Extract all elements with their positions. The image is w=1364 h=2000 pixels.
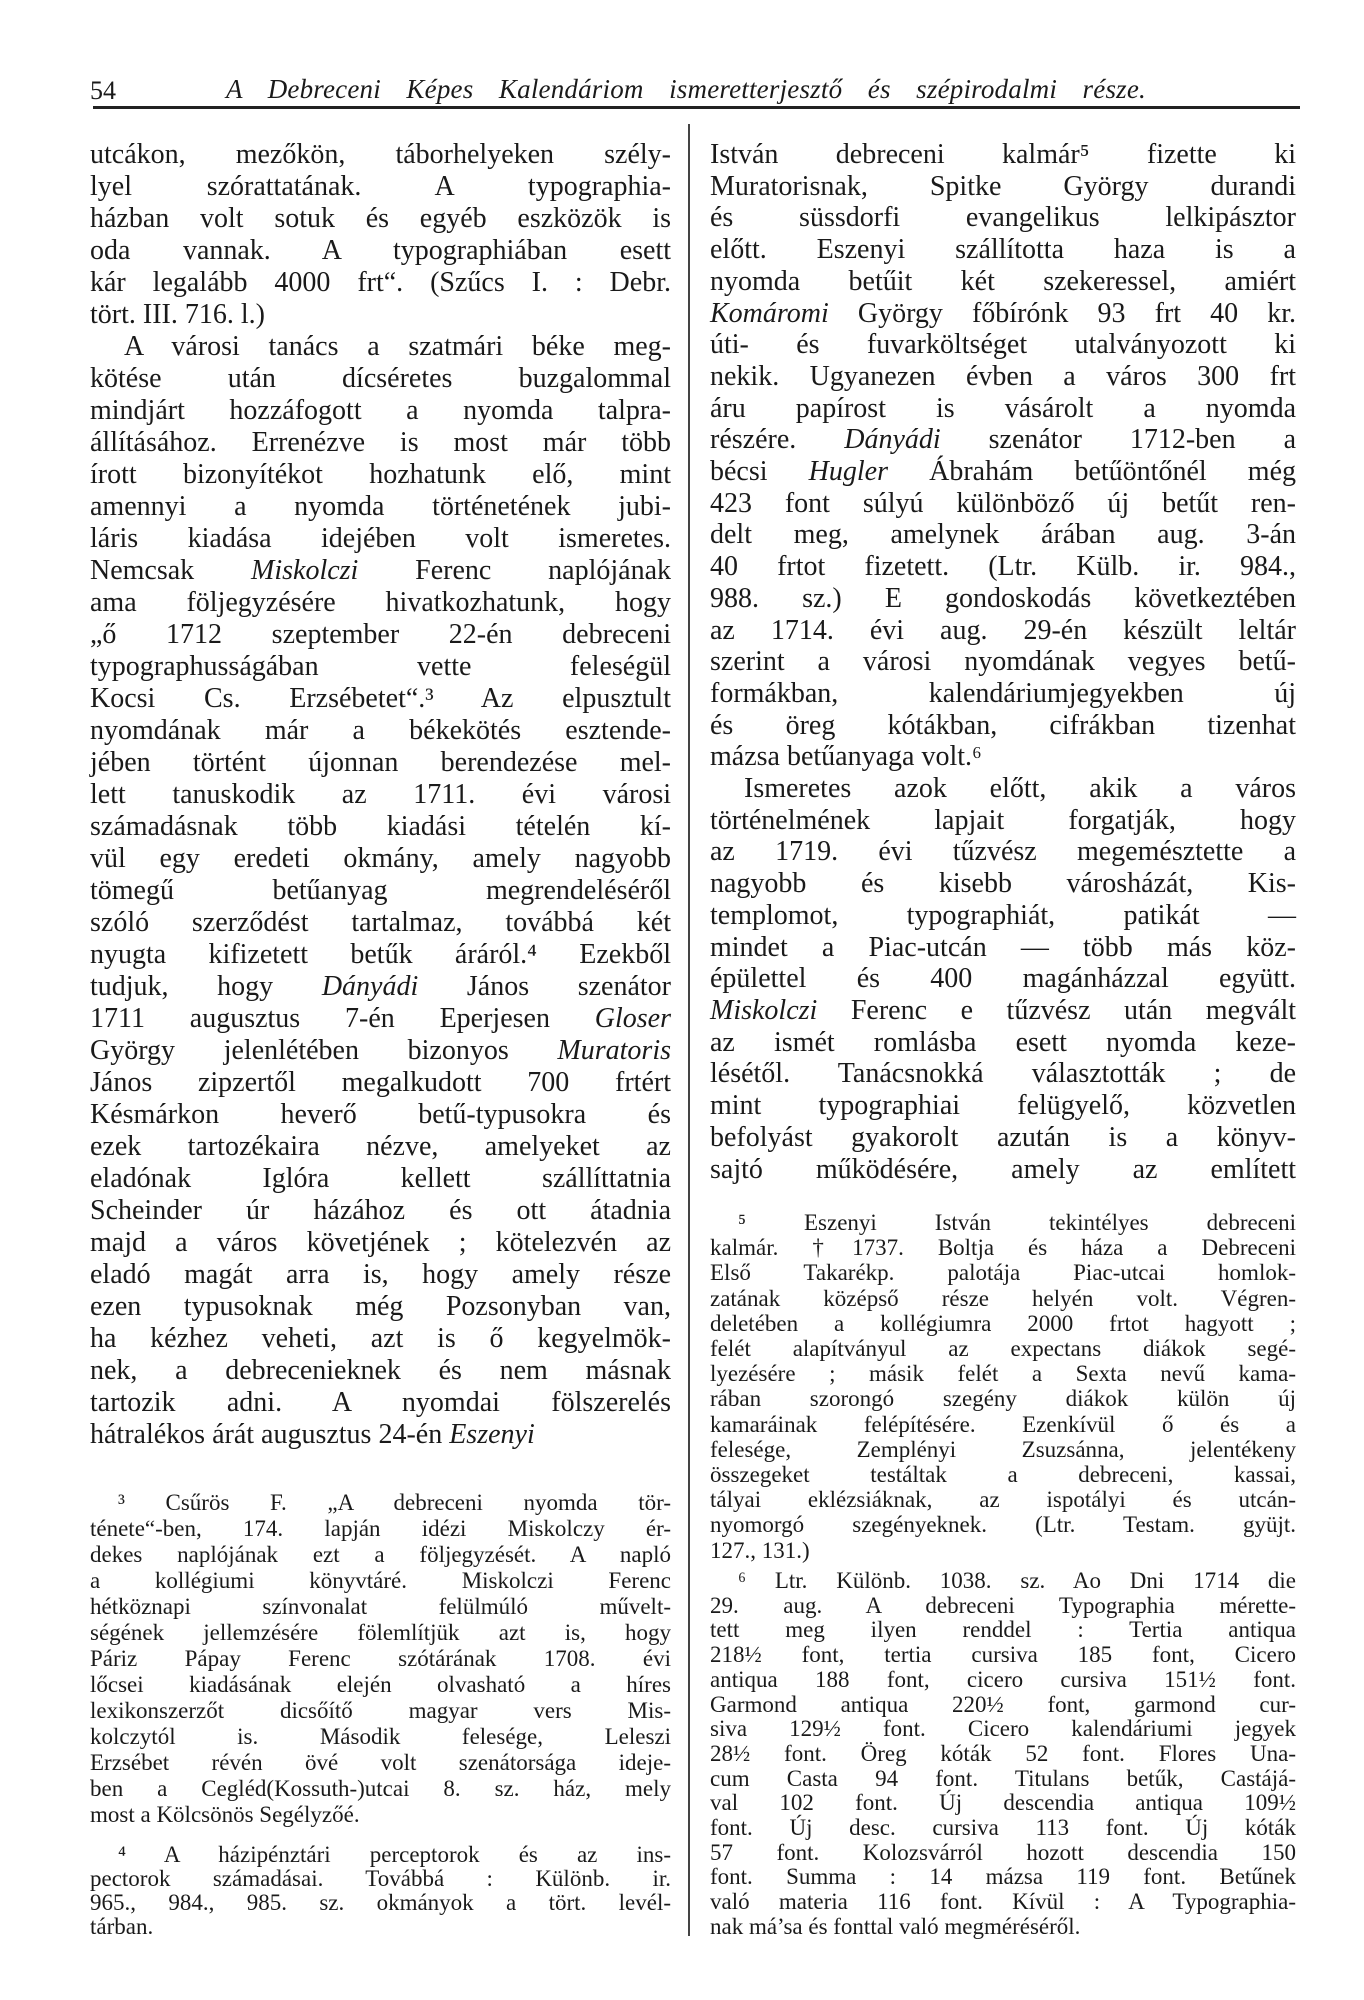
text-line: 40 frtot fizetett. (Ltr. Külb. ir. 984., bbox=[710, 551, 1296, 583]
text-line: formákban, kalendáriumjegyekben új bbox=[710, 677, 1296, 709]
text-line: láris kiadása idejében volt ismeretes. bbox=[90, 523, 671, 554]
text-line: a kollégiumi könyvtáré. Miskolczi Ferenc bbox=[90, 1568, 671, 1593]
text-segment: Nemcsak bbox=[90, 555, 252, 586]
header-rule bbox=[93, 106, 1300, 109]
text-line bbox=[90, 1003, 671, 1035]
text-line: utcákon, mezőkön, táborhelyeken szély- bbox=[90, 139, 671, 170]
text-line: templomot, typographiát, patikát — bbox=[710, 899, 1296, 931]
text-line: 28½ font. Öreg kóták 52 font. Flores Una- bbox=[710, 1740, 1296, 1766]
right-column-body bbox=[710, 139, 1296, 1185]
text-line: sajtó működésére, amely az említett bbox=[710, 1153, 1296, 1185]
footnote-5 bbox=[710, 1210, 1296, 1563]
text-line: ³ Csűrös F. „A debreceni nyomda tör- bbox=[118, 1490, 671, 1515]
text-line: való materia 116 font. Kívül : A Typographia- bbox=[710, 1889, 1296, 1915]
text-line: Scheinder úr házához és ott átadnia bbox=[90, 1195, 671, 1226]
text-line: épülettel és 400 magánházzal együtt. bbox=[710, 963, 1296, 995]
text-line: 423 font súlyú különböző új betűt ren- bbox=[710, 487, 1296, 519]
text-line: Kocsi Cs. Erzsébetet“.³ Az elpusztult bbox=[90, 683, 671, 714]
text-line: „ő 1712 szeptember 22-én debreceni bbox=[90, 619, 671, 650]
text-line: lexikonszerzőt dicsőítő magyar vers Mis- bbox=[90, 1698, 671, 1723]
text-line: ⁴ A házipénztári perceptorok és az ins- bbox=[118, 1842, 671, 1867]
text-line: rában szorongó szegény diákok külön új bbox=[710, 1386, 1296, 1412]
text-line: házban volt sotuk és egyéb eszközök is bbox=[90, 203, 671, 234]
italic-name: Dányádi bbox=[844, 424, 941, 456]
text-line: Erzsébet révén övé volt szenátorsága ideje- bbox=[90, 1750, 671, 1775]
text-line: 57 font. Kolozsvárról hozott descendia 150 bbox=[710, 1839, 1296, 1865]
text-line: az 1714. évi aug. 29-én készült leltár bbox=[710, 614, 1296, 646]
text-line: nyomdának már a békekötés esztende- bbox=[90, 715, 671, 746]
text-line: vül egy eredeti okmány, amely nagyobb bbox=[90, 843, 671, 874]
text-line: eladónak Iglóra kellett szállíttatnia bbox=[90, 1163, 671, 1194]
text-line bbox=[90, 555, 671, 587]
running-header-title: A Debreceni Képes Kalendáriom ismeretterjesztő és szépirodalmi része. bbox=[226, 74, 1146, 104]
italic-name: Hugler bbox=[808, 456, 888, 488]
text-line: deletében a kollégiumra 2000 frtot hagyott ; bbox=[710, 1310, 1296, 1336]
text-line: 988. sz.) E gondoskodás következtében bbox=[710, 582, 1296, 614]
italic-name: Dányádi bbox=[321, 971, 419, 1002]
text-line: ama följegyzésére hivatkozhatunk, hogy bbox=[90, 587, 671, 618]
text-line: nyomorgó szegényeknek. (Ltr. Testam. gyüjt. bbox=[710, 1512, 1296, 1538]
text-line: kamaráinak felépítésére. Ezenkívül ő és a bbox=[710, 1411, 1296, 1437]
text-segment: hátralékos árát augusztus 24-én bbox=[90, 1419, 450, 1450]
text-line: font. Új desc. cursiva 113 font. Új kóták bbox=[710, 1815, 1296, 1841]
text-line: Ismeretes azok előtt, akik a város bbox=[744, 773, 1296, 805]
text-line: az 1719. évi tűzvész megemésztette a bbox=[710, 836, 1296, 868]
text-line: siva 129½ font. Cicero kalendáriumi jegyek bbox=[710, 1716, 1296, 1742]
text-segment: Ferenc naplójának bbox=[358, 555, 671, 586]
text-line: zatának középső része helyén volt. Végren- bbox=[710, 1285, 1296, 1311]
text-line: hétköznapi színvonalat felülmúló művelt- bbox=[90, 1594, 671, 1619]
text-line: ségének jellemzésére fölemlítjük azt is, hogy bbox=[90, 1620, 671, 1645]
text-line: nyomda betűit két szekeressel, amiért bbox=[710, 265, 1296, 297]
text-line: az ismét romlásba esett nyomda keze- bbox=[710, 1026, 1296, 1058]
text-line bbox=[710, 456, 1296, 488]
text-line: 29. aug. A debreceni Typographia mérette- bbox=[710, 1592, 1296, 1618]
text-line bbox=[710, 995, 1296, 1027]
text-line: Késmárkon heverő betű-typusokra és bbox=[90, 1099, 671, 1130]
italic-name: Miskolczi bbox=[251, 555, 359, 586]
text-line bbox=[710, 424, 1296, 456]
text-line: ténete“-ben, 174. lapján idézi Miskolczy ér- bbox=[90, 1516, 671, 1541]
text-line: Első Takarékp. palotája Piac-utcai homlok- bbox=[710, 1260, 1296, 1286]
text-line: nyugta kifizetett betűk áráról.⁴ Ezekből bbox=[90, 939, 671, 970]
text-segment: János szenátor bbox=[418, 971, 671, 1002]
text-line: kalmár. †1737. Boltja és háza a Debreceni bbox=[710, 1235, 1296, 1261]
text-segment: Ferenc e tűzvész után megvált bbox=[817, 994, 1296, 1026]
text-line bbox=[90, 1419, 671, 1451]
text-line: val 102 font. Új descendia antiqua 109½ bbox=[710, 1790, 1296, 1816]
text-line: 127., 131.) bbox=[710, 1537, 810, 1563]
column-divider bbox=[688, 124, 690, 1936]
text-line: oda vannak. A typographiában esett bbox=[90, 235, 671, 266]
text-line: jében történt újonnan berendezése mel- bbox=[90, 747, 671, 778]
text-line: szóló szerződést tartalmaz, továbbá két bbox=[90, 907, 671, 938]
text-segment: részére. bbox=[710, 424, 845, 456]
text-line: befolyást gyakorolt azután is a könyv- bbox=[710, 1121, 1296, 1153]
text-line: számadásnak több kiadási tételén kí- bbox=[90, 811, 671, 842]
text-line: mindet a Piac-utcán — több más köz- bbox=[710, 931, 1296, 963]
text-line: áru papírost is vásárolt a nyomda bbox=[710, 392, 1296, 424]
text-line: cum Casta 94 font. Titulans betűk, Castájá- bbox=[710, 1765, 1296, 1791]
text-line: ⁵ Eszenyi István tekintélyes debreceni bbox=[738, 1210, 1296, 1235]
text-line: tömegű betűanyag megrendeléséről bbox=[90, 875, 671, 906]
text-line: antiqua 188 font, cicero cursiva 151½ font. bbox=[710, 1666, 1296, 1692]
text-line: mázsa betűanyaga volt.⁶ bbox=[710, 741, 982, 773]
text-line: kolczytól is. Második felesége, Leleszi bbox=[90, 1724, 671, 1749]
text-line: 965., 984., 985. sz. okmányok a tört. levél- bbox=[90, 1890, 671, 1915]
text-line: nak má’sa és fonttal való megméréséről. bbox=[710, 1913, 1081, 1939]
italic-name: Miskolczi bbox=[710, 994, 818, 1026]
text-line: állításához. Errenézve is most már több bbox=[90, 427, 671, 458]
text-line: lésétől. Tanácsnokká választották ; de bbox=[710, 1058, 1296, 1090]
text-line: dekes naplójának ezt a följegyzését. A napló bbox=[90, 1542, 671, 1567]
text-line bbox=[90, 971, 671, 1003]
text-line: lett tanuskodik az 1711. évi városi bbox=[90, 779, 671, 810]
text-line: szerint a városi nyomdának vegyes betű- bbox=[710, 646, 1296, 678]
italic-name: Muratoris bbox=[557, 1035, 671, 1066]
text-line: delt meg, amelynek árában aug. 3-án bbox=[710, 519, 1296, 551]
left-column-body bbox=[90, 139, 671, 1451]
text-line: Garmond antiqua 220½ font, garmond cur- bbox=[710, 1691, 1296, 1717]
text-line: typographusságában vette feleségül bbox=[90, 651, 671, 682]
text-line: mint typographiai felügyelő, közvetlen bbox=[710, 1090, 1296, 1122]
text-segment: 1711 augusztus 7-én Eperjesen bbox=[90, 1003, 595, 1034]
text-line: eladó magát arra is, hogy amely része bbox=[90, 1259, 671, 1290]
text-line: felét alapítványul az expectans diákok segé- bbox=[710, 1336, 1296, 1362]
footnote-4 bbox=[90, 1843, 671, 1939]
text-line: mindjárt hozzáfogott a nyomda talpra- bbox=[90, 395, 671, 426]
text-line: ezek tartozékaira nézve, amelyeket az bbox=[90, 1131, 671, 1162]
text-line: lyel szórattatának. A typographia- bbox=[90, 171, 671, 202]
text-line: font. Summa : 14 mázsa 119 font. Betűnek bbox=[710, 1864, 1296, 1890]
text-line: tört. III. 716. l.) bbox=[90, 299, 265, 330]
text-line: előtt. Eszenyi szállította haza is a bbox=[710, 234, 1296, 266]
footnote-6 bbox=[710, 1569, 1296, 1940]
text-line: most a Kölcsönös Segélyzőé. bbox=[90, 1802, 360, 1827]
italic-name: Gloser bbox=[594, 1003, 671, 1034]
text-line: lyezésére ; másik felét a Sexta nevű kama- bbox=[710, 1361, 1296, 1387]
text-line: tett meg ilyen renddel : Tertia antiqua bbox=[710, 1617, 1296, 1643]
text-line: történelmének lapjait forgatják, hogy bbox=[710, 804, 1296, 836]
italic-name: Komáromi bbox=[710, 297, 829, 329]
text-line: Muratorisnak, Spitke György durandi bbox=[710, 170, 1296, 202]
text-line bbox=[90, 1035, 671, 1067]
text-line: ezen typusoknak még Pozsonyban van, bbox=[90, 1291, 671, 1322]
text-segment: szenátor 1712-ben a bbox=[940, 424, 1296, 456]
text-line: tartozik adni. A nyomdai fölszerelés bbox=[90, 1387, 671, 1418]
text-line: kötése után dícséretes buzgalommal bbox=[90, 363, 671, 394]
page-number: 54 bbox=[90, 76, 116, 105]
text-line: pectorok számadásai. Továbbá : Különb. ir. bbox=[90, 1866, 671, 1891]
text-line: nagyobb és kisebb városházát, Kis- bbox=[710, 868, 1296, 900]
text-segment: tudjuk, hogy bbox=[90, 971, 322, 1002]
text-line: majd a város követjének ; kötelezvén az bbox=[90, 1227, 671, 1258]
text-line: Páriz Pápay Ferenc szótárának 1708. évi bbox=[90, 1646, 671, 1671]
text-line: János zipzertől megalkudott 700 frtért bbox=[90, 1067, 671, 1098]
text-line: tárban. bbox=[90, 1914, 154, 1939]
text-line: ha kézhez veheti, azt is ő kegyelmök- bbox=[90, 1323, 671, 1354]
text-line: kár legalább 4000 frt“. (Szűcs I. : Debr. bbox=[90, 267, 671, 298]
text-line: 218½ font, tertia cursiva 185 font, Cicero bbox=[710, 1642, 1296, 1668]
text-line bbox=[710, 298, 1296, 330]
text-line: összegeket testáltak a debreceni, kassai, bbox=[710, 1462, 1296, 1488]
text-line: tályai eklézsiáknak, az ispotályi és utcán- bbox=[710, 1487, 1296, 1513]
text-line: nekik. Ugyanezen évben a város 300 frt bbox=[710, 360, 1296, 392]
text-line: A városi tanács a szatmári béke meg- bbox=[124, 331, 671, 362]
footnote-3 bbox=[90, 1490, 671, 1828]
text-line: felesége, Zemplényi Zsuzsánna, jelentékeny bbox=[710, 1436, 1296, 1462]
italic-name: Eszenyi bbox=[449, 1419, 535, 1450]
text-line: nek, a debrecenieknek és nem másnak bbox=[90, 1355, 671, 1386]
text-line: amennyi a nyomda történetének jubi- bbox=[90, 491, 671, 522]
text-line: úti- és fuvarköltséget utalványozott ki bbox=[710, 329, 1296, 361]
text-line: ben a Cegléd(Kossuth-)utcai 8. sz. ház, mely bbox=[90, 1776, 671, 1801]
text-line: István debreceni kalmár⁵ fizette ki bbox=[710, 139, 1296, 170]
text-line: írott bizonyítékot hozhatunk elő, mint bbox=[90, 459, 671, 490]
text-line: ⁶ Ltr. Különb. 1038. sz. Ao Dni 1714 die bbox=[738, 1568, 1296, 1593]
text-segment: György jelenlétében bizonyos bbox=[90, 1035, 558, 1066]
text-line: és süssdorfi evangelikus lelkipásztor bbox=[710, 202, 1296, 234]
text-segment: György főbírónk 93 frt 40 kr. bbox=[828, 297, 1296, 329]
text-segment: bécsi bbox=[710, 456, 809, 488]
text-line: és öreg kótákban, cifrákban tizenhat bbox=[710, 709, 1296, 741]
text-line: lőcsei kiadásának elején olvasható a híres bbox=[90, 1672, 671, 1697]
text-segment: Ábrahám betűöntőnél még bbox=[888, 456, 1296, 488]
